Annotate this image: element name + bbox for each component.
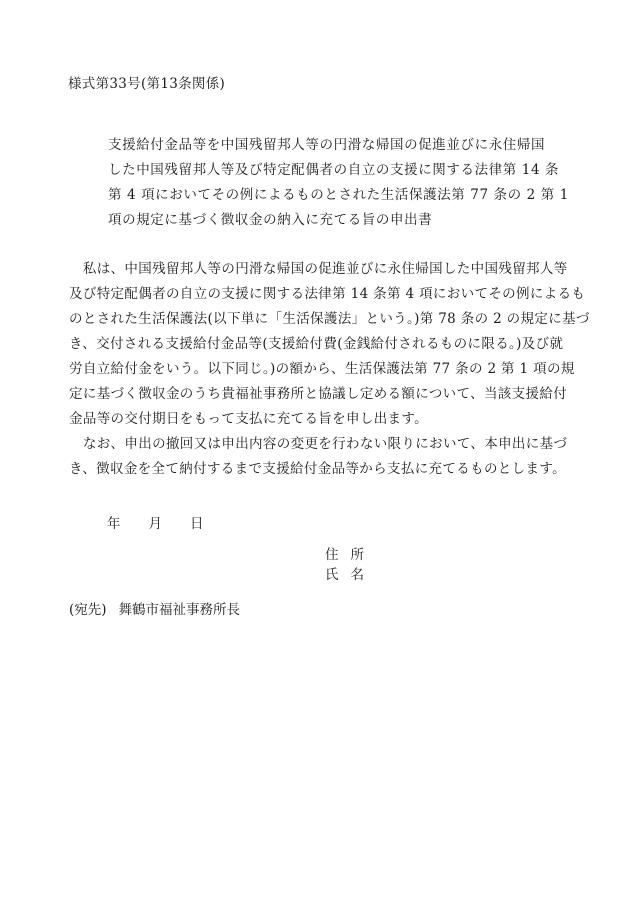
date-line [107, 512, 204, 532]
day-label: 日 [190, 516, 204, 532]
title-line: した中国残留邦人等及び特定配偶者の自立の支援に関する法律第 14 条 [108, 162, 560, 178]
body-line: のとされた生活保護法(以下単に「生活保護法」という。)第 78 条の 2 の規定に基づ [69, 311, 590, 327]
name-label: 氏名 [325, 567, 376, 583]
applicant-block [325, 545, 385, 585]
addressee-label: (宛先) [69, 602, 107, 618]
body-line: 私は、中国残留邦人等の円滑な帰国の促進並びに永住帰国した中国残留邦人等 [69, 261, 568, 277]
body-line: 及び特定配偶者の自立の支援に関する法律第 14 条第 4 項においてその例によるも [69, 286, 586, 302]
body-line: き、徴収金を全て納付するまで支援給付金品等から支払に充てるものとします。 [69, 461, 566, 477]
addressee-line [69, 598, 240, 618]
body-line: 労自立給付金をいう。以下同じ。)の額から、生活保護法第 77 条の 2 第 1 項の規 [69, 361, 575, 377]
month-label: 月 [148, 516, 162, 532]
document-title [108, 133, 569, 233]
year-label: 年 [107, 516, 121, 532]
title-line: 第 4 項においてその例によるものとされた生活保護法第 77 条の 2 第 1 [108, 187, 569, 203]
body-line: 金品等の交付期日をもって支払に充てる旨を申し出ます。 [69, 411, 429, 427]
declaration-body [69, 257, 590, 482]
body-line: 定に基づく徴収金のうち貴福祉事務所と協議し定める額について、当該支援給付 [69, 386, 568, 402]
body-line: き、交付される支援給付金品等(支援給付費(金銭給付されるものに限る。)及び就 [69, 336, 564, 352]
title-line: 項の規定に基づく徴収金の納入に充てる旨の申出書 [108, 212, 433, 228]
form-number: 様式第33号(第13条関係) [68, 76, 226, 92]
addressee-name: 舞鶴市福祉事務所長 [118, 602, 241, 618]
address-label: 住所 [325, 547, 376, 563]
body-line: なお、申出の撤回又は申出内容の変更を行わない限りにおいて、本申出に基づ [69, 436, 568, 452]
title-line: 支援給付金品等を中国残留邦人等の円滑な帰国の促進並びに永住帰国 [108, 137, 546, 153]
